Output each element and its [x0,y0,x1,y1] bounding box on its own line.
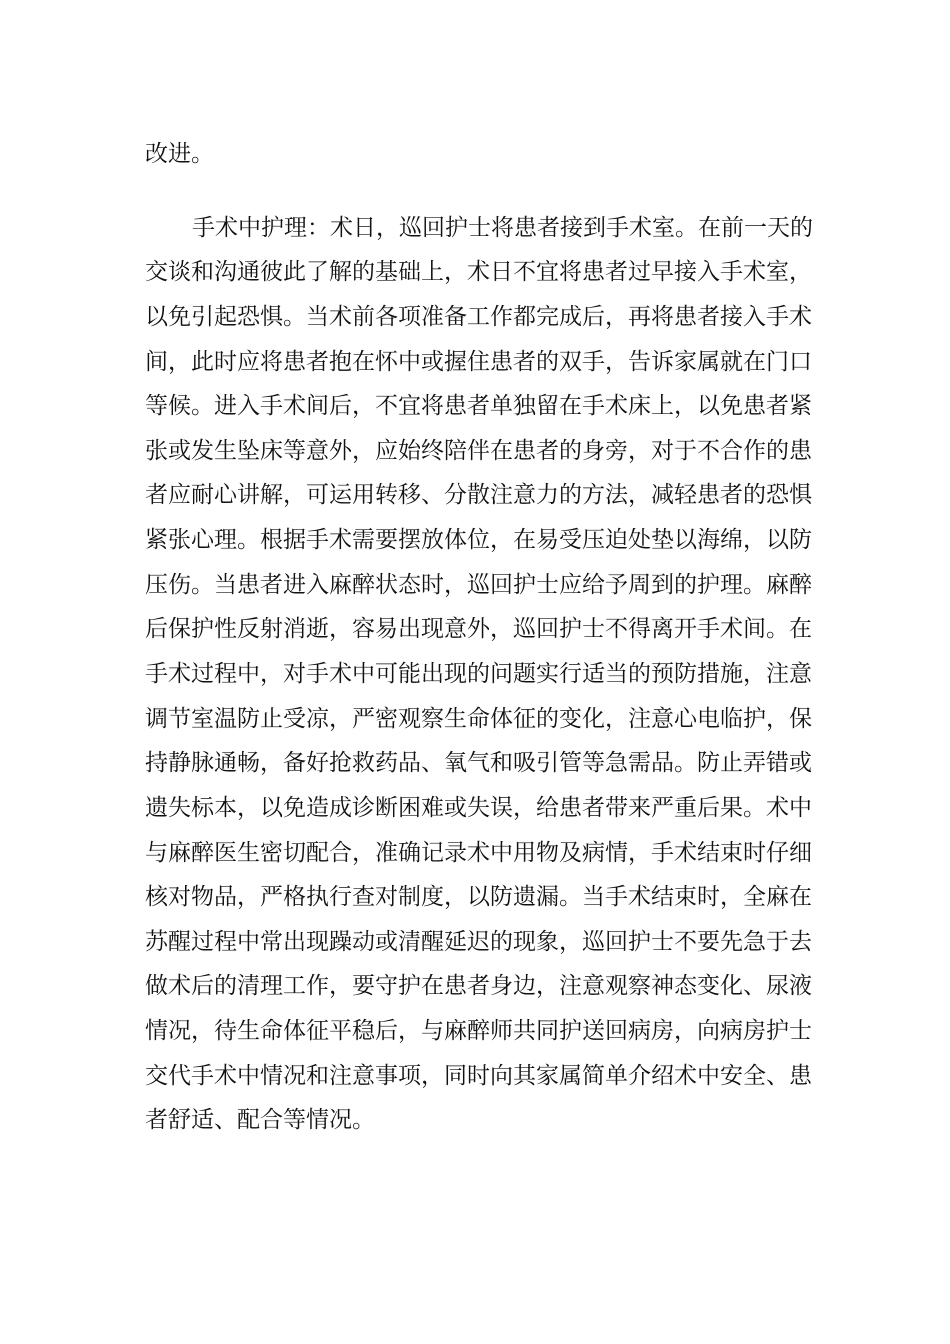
text-line-7: 张或发生坠床等意外，应始终陪伴在患者的身旁，对于不合作的患 [145,438,812,464]
text-line-10: 压伤。当患者进入麻醉状态时，巡回护士应给予周到的护理。麻醉 [145,572,812,598]
text-line-11: 后保护性反射消逝，容易出现意外，巡回护士不得离开手术间。在 [145,616,812,642]
text-line-9: 紧张心理。根据手术需要摆放体位，在易受压迫处垫以海绵，以防 [145,527,812,553]
text-line-8: 者应耐心讲解，可运用转移、分散注意力的方法，减轻患者的恐惧 [145,482,812,508]
text-line-15: 遗失标本，以免造成诊断困难或失误，给患者带来严重后果。术中 [145,795,812,821]
text-line-1: 改进。 [145,141,214,167]
text-line-13: 调节室温防止受凉，严密观察生命体征的变化，注意心电临护，保 [145,706,812,732]
text-line-6: 等候。进入手术间后，不宜将患者单独留在手术床上，以免患者紧 [145,393,812,419]
text-line-5: 间，此时应将患者抱在怀中或握住患者的双手，告诉家属就在门口 [145,349,812,375]
text-line-18: 苏醒过程中常出现躁动或清醒延迟的现象，巡回护士不要先急于去 [145,929,812,955]
text-line-19: 做术后的清理工作，要守护在患者身边，注意观察神态变化、尿液 [145,973,812,999]
text-line-22: 者舒适、配合等情况。 [145,1107,375,1133]
text-line-4: 以免引起恐惧。当术前各项准备工作都完成后，再将患者接入手术 [145,304,812,330]
text-line-3: 交谈和沟通彼此了解的基础上，术日不宜将患者过早接入手术室， [145,259,812,285]
text-line-17: 核对物品，严格执行查对制度，以防遗漏。当手术结束时，全麻在 [145,884,812,910]
text-line-14: 持静脉通畅，备好抢救药品、氧气和吸引管等急需品。防止弄错或 [145,750,812,776]
paragraph-first-line: 手术中护理：术日，巡回护士将患者接到手术室。在前一天的 [192,215,813,241]
text-line-21: 交代手术中情况和注意事项，同时向其家属简单介绍术中安全、患 [145,1063,812,1089]
text-line-16: 与麻醉医生密切配合，准确记录术中用物及病情，手术结束时仔细 [145,840,812,866]
text-line-12: 手术过程中，对手术中可能出现的问题实行适当的预防措施，注意 [145,661,812,687]
text-line-20: 情况，待生命体征平稳后，与麻醉师共同护送回病房，向病房护士 [145,1018,812,1044]
